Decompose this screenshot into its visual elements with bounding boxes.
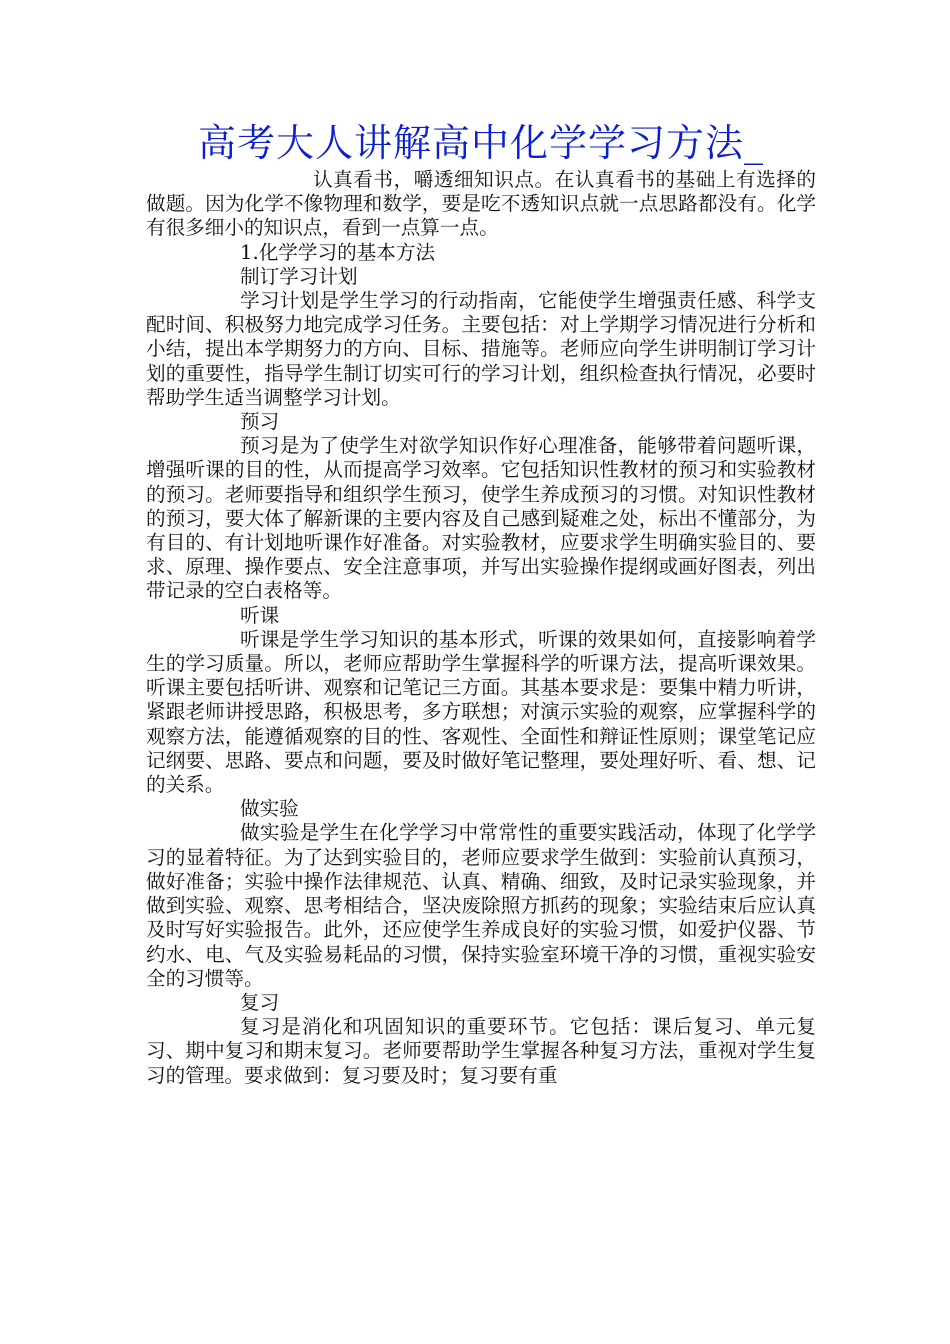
paragraph-experiment: 做实验是学生在化学学习中常常性的重要实践活动，体现了化学学习的显着特征。为了达到实验目的，老师应要求学生做到：实验前认真预习，做好准备；实验中操作法律规范、认真、精确、细致，及时记录实验现象，并做到实验、观察、思考相结合，坚决废除照方抓药的现象；实验结束后应认真及时写好实验报告。此外，还应使学生养成良好的实验习惯，如爱护仪器、节约水、电、气及实验易耗品的习惯，保持实验室环境干净的习惯，重视实验安全的习惯等。 [146, 821, 816, 990]
document-body [146, 168, 816, 1088]
paragraph-study-plan: 学习计划是学生学习的行动指南，它能使学生增强责任感、科学支配时间、积极努力地完成学习任务。主要包括：对上学期学习情况进行分析和小结，提出本学期努力的方向、目标、措施等。老师应向学生讲明制订学习计划的重要性，指导学生制订切实可行的学习计划，组织检查执行情况，必要时帮助学生适当调整学习计划。 [146, 289, 816, 409]
intro-paragraph: 认真看书，嚼透细知识点。在认真看书的基础上有选择的做题。因为化学不像物理和数学，要是吃不透知识点就一点思路都没有。化学有很多细小的知识点，看到一点算一点。 [146, 168, 816, 240]
paragraph-preview: 预习是为了使学生对欲学知识作好心理准备，能够带着问题听课，增强听课的目的性，从而提高学习效率。它包括知识性教材的预习和实验教材的预习。老师要指导和组织学生预习，使学生养成预习的习惯。对知识性教材的预习，要大体了解新课的主要内容及自己感到疑难之处，标出不懂部分，为有目的、有计划地听课作好准备。对实验教材，应要求学生明确实验目的、要求、原理、操作要点、安全注意事项，并写出实验操作提纲或画好图表，列出带记录的空白表格等。 [146, 434, 816, 603]
subheading-review: 复习 [240, 990, 280, 1014]
subheading-lecture: 听课 [240, 603, 280, 627]
subheading-experiment: 做实验 [240, 797, 299, 821]
paragraph-review: 复习是消化和巩固知识的重要环节。它包括：课后复习、单元复习、期中复习和期末复习。老师要帮助学生掌握各种复习方法，重视对学生复习的管理。要求做到：复习要及时；复习要有重 [146, 1015, 816, 1087]
document-title: 高考大人讲解高中化学学习方法_ [197, 121, 764, 165]
subheading-preview: 预习 [240, 410, 280, 434]
document-content [146, 118, 816, 1088]
paragraph-lecture: 听课是学生学习知识的基本形式，听课的效果如何，直接影响着学生的学习质量。所以，老师应帮助学生掌握科学的听课方法，提高听课效果。听课主要包括听讲、观察和记笔记三方面。其基本要求是：要集中精力听讲，紧跟老师讲授思路，积极思考，多方联想；对演示实验的观察，应掌握科学的观察方法，能遵循观察的目的性、客观性、全面性和辩证性原则；课堂笔记应记纲要、思路、要点和问题，要及时做好笔记整理，要处理好听、看、想、记的关系。 [146, 627, 816, 797]
section-heading-methods: 1.化学学习的基本方法 [240, 240, 436, 264]
subheading-study-plan: 制订学习计划 [240, 264, 358, 288]
